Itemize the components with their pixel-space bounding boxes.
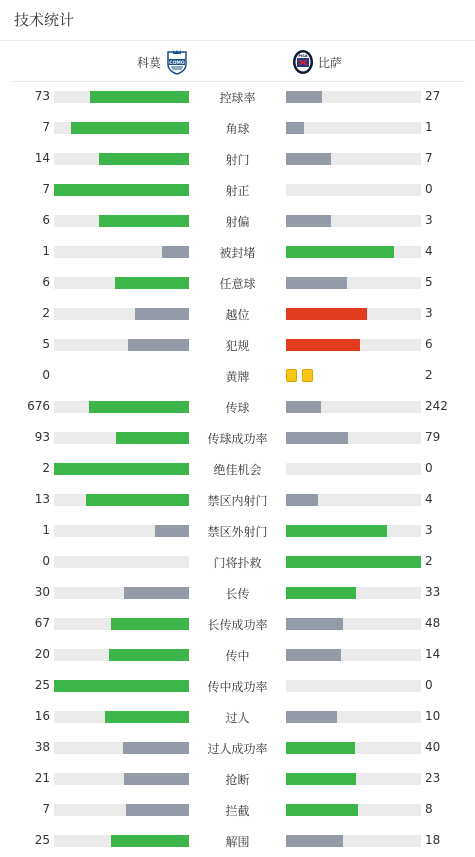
- away-team[interactable]: [292, 49, 342, 75]
- away-yellow-cards: [286, 369, 318, 383]
- home-stat-value: 93: [34, 430, 50, 444]
- stat-row: [0, 825, 475, 856]
- pisa-crest-icon: [292, 49, 314, 75]
- home-stat-value: 1: [42, 523, 50, 537]
- away-stat-bar: [286, 556, 421, 568]
- away-stat-value: 0: [425, 678, 433, 692]
- home-logo-text: COMO: [169, 60, 185, 66]
- stat-row: [0, 453, 475, 484]
- stat-row: [0, 670, 475, 701]
- stat-row: [0, 732, 475, 763]
- away-bar-fill: [286, 773, 356, 785]
- home-bar-fill: [135, 308, 189, 320]
- away-stat-value: 3: [425, 306, 433, 320]
- away-stat-value: 18: [425, 833, 441, 847]
- home-stat-value: 73: [34, 89, 50, 103]
- stat-label: 长传成功率: [207, 618, 268, 632]
- home-stat-value: 7: [42, 120, 50, 134]
- home-stat-bar: [54, 91, 189, 103]
- home-stat-bar: [54, 587, 189, 599]
- home-stat-bar: [54, 153, 189, 165]
- stat-row: [0, 794, 475, 825]
- stat-label: 射正: [225, 184, 250, 198]
- stat-label: 射门: [225, 153, 250, 167]
- home-bar-fill: [71, 122, 189, 134]
- home-stat-value: 67: [34, 616, 50, 630]
- away-stat-bar: [286, 277, 421, 289]
- stat-row: [0, 236, 475, 267]
- away-stat-bar: [286, 587, 421, 599]
- home-stat-bar: [54, 215, 189, 227]
- home-stat-bar: [54, 773, 189, 785]
- away-stat-value: 10: [425, 709, 441, 723]
- home-bar-fill: [126, 804, 189, 816]
- away-stat-value: 4: [425, 492, 433, 506]
- away-bar-fill: [286, 587, 356, 599]
- home-team-name: 科莫: [136, 55, 161, 70]
- home-stat-value: 1: [42, 244, 50, 258]
- away-bar-fill: [286, 742, 355, 754]
- away-stat-bar: [286, 122, 421, 134]
- home-stat-value: 676: [27, 399, 50, 413]
- away-stat-value: 1: [425, 120, 433, 134]
- home-stat-value: 13: [34, 492, 50, 506]
- away-stat-value: 3: [425, 523, 433, 537]
- home-bar-fill: [155, 525, 189, 537]
- home-stat-bar: [54, 680, 189, 692]
- away-stat-value: 48: [425, 616, 441, 630]
- stat-label: 绝佳机会: [213, 463, 262, 477]
- stat-row: [0, 546, 475, 577]
- home-stat-bar: [54, 649, 189, 661]
- home-bar-fill: [90, 91, 189, 103]
- stat-label: 越位: [225, 308, 250, 322]
- away-stat-value: 0: [425, 182, 433, 196]
- stat-row: [0, 639, 475, 670]
- stat-label: 抢断: [225, 773, 250, 787]
- stat-label: 传球成功率: [207, 432, 268, 446]
- home-stat-value: 20: [34, 647, 50, 661]
- home-stat-value: 6: [42, 213, 50, 227]
- stat-row: [0, 360, 475, 391]
- away-logo-text: PISA: [298, 53, 308, 58]
- away-stat-bar: [286, 835, 421, 847]
- away-stat-value: 5: [425, 275, 433, 289]
- home-stat-bar: [54, 742, 189, 754]
- away-bar-fill: [286, 91, 322, 103]
- away-stat-bar: [286, 680, 421, 692]
- home-stat-bar: [54, 277, 189, 289]
- away-bar-fill: [286, 556, 421, 568]
- home-stat-bar: [54, 556, 189, 568]
- away-bar-fill: [286, 246, 394, 258]
- away-stat-value: 7: [425, 151, 433, 165]
- stat-row: [0, 701, 475, 732]
- home-bar-fill: [89, 401, 189, 413]
- stat-row: [0, 608, 475, 639]
- stat-label: 拦截: [225, 804, 250, 818]
- away-bar-fill: [286, 308, 367, 320]
- home-bar-fill: [162, 246, 189, 258]
- stat-row: [0, 391, 475, 422]
- away-stat-value: 14: [425, 647, 441, 661]
- away-stat-value: 23: [425, 771, 441, 785]
- away-stat-bar: [286, 494, 421, 506]
- stat-row: [0, 298, 475, 329]
- stat-row: [0, 763, 475, 794]
- home-stat-value: 38: [34, 740, 50, 754]
- stat-row: [0, 174, 475, 205]
- away-stat-value: 0: [425, 461, 433, 475]
- away-bar-fill: [286, 494, 318, 506]
- stat-row: [0, 205, 475, 236]
- home-bar-fill: [86, 494, 189, 506]
- stat-row: [0, 515, 475, 546]
- home-team[interactable]: [137, 49, 189, 75]
- home-bar-fill: [123, 742, 189, 754]
- away-stat-value: 27: [425, 89, 441, 103]
- home-stat-bar: [54, 711, 189, 723]
- away-bar-fill: [286, 432, 348, 444]
- stat-label: 角球: [225, 122, 250, 136]
- stat-label: 过人: [225, 711, 250, 725]
- away-bar-fill: [286, 339, 360, 351]
- home-stat-value: 14: [34, 151, 50, 165]
- home-stat-value: 30: [34, 585, 50, 599]
- away-stat-value: 2: [425, 368, 433, 382]
- home-stat-value: 0: [42, 368, 50, 382]
- away-stat-bar: [286, 401, 421, 413]
- stat-row: [0, 143, 475, 174]
- away-stat-bar: [286, 339, 421, 351]
- home-bar-fill: [116, 432, 189, 444]
- home-bar-fill: [124, 587, 189, 599]
- home-stat-value: 21: [34, 771, 50, 785]
- away-bar-fill: [286, 835, 343, 847]
- stat-label: 犯规: [225, 339, 250, 353]
- away-stat-bar: [286, 804, 421, 816]
- away-bar-fill: [286, 215, 331, 227]
- stat-label: 任意球: [219, 277, 256, 291]
- stat-label: 门将扑救: [213, 556, 262, 570]
- stat-row: [0, 112, 475, 143]
- home-stat-value: 25: [34, 678, 50, 692]
- home-stat-bar: [54, 618, 189, 630]
- home-stat-bar: [54, 401, 189, 413]
- home-stat-value: 5: [42, 337, 50, 351]
- stat-label: 过人成功率: [207, 742, 268, 756]
- stat-row: [0, 422, 475, 453]
- away-bar-fill: [286, 153, 331, 165]
- away-stat-value: 4: [425, 244, 433, 258]
- away-stat-bar: [286, 525, 421, 537]
- stat-row: [0, 484, 475, 515]
- away-stat-bar: [286, 742, 421, 754]
- home-bar-fill: [128, 339, 189, 351]
- yellow-card-icon: [302, 369, 313, 382]
- home-bar-fill: [111, 618, 189, 630]
- home-bar-fill: [54, 184, 189, 196]
- home-stat-value: 2: [42, 461, 50, 475]
- stat-row: [0, 329, 475, 360]
- home-bar-fill: [54, 680, 189, 692]
- away-stat-value: 242: [425, 399, 448, 413]
- home-stat-bar: [54, 432, 189, 444]
- home-bar-fill: [54, 463, 189, 475]
- home-stat-value: 25: [34, 833, 50, 847]
- como-crest-icon: [165, 49, 189, 75]
- home-stat-value: 6: [42, 275, 50, 289]
- stat-label: 射偏: [225, 215, 250, 229]
- away-stat-bar: [286, 184, 421, 196]
- away-stat-bar: [286, 618, 421, 630]
- stat-label: 黄牌: [225, 370, 250, 384]
- stat-label: 禁区内射门: [207, 494, 268, 508]
- stat-label: 传中: [225, 649, 250, 663]
- yellow-card-icon: [286, 369, 297, 382]
- away-stat-bar: [286, 773, 421, 785]
- away-bar-fill: [286, 525, 387, 537]
- stat-label: 被封堵: [219, 246, 256, 260]
- away-bar-fill: [286, 277, 347, 289]
- away-stat-bar: [286, 153, 421, 165]
- home-stat-bar: [54, 494, 189, 506]
- stat-row: [0, 267, 475, 298]
- away-stat-bar: [286, 463, 421, 475]
- home-stat-bar: [54, 463, 189, 475]
- home-stat-value: 7: [42, 182, 50, 196]
- teams-header: [0, 41, 475, 82]
- away-stat-value: 33: [425, 585, 441, 599]
- away-stat-value: 2: [425, 554, 433, 568]
- home-bar-fill: [111, 835, 189, 847]
- away-stat-bar: [286, 432, 421, 444]
- away-bar-fill: [286, 804, 358, 816]
- away-stat-bar: [286, 711, 421, 723]
- away-bar-fill: [286, 618, 343, 630]
- home-stat-bar: [54, 525, 189, 537]
- away-bar-fill: [286, 711, 337, 723]
- home-stat-bar: [54, 339, 189, 351]
- home-stat-bar: [54, 804, 189, 816]
- away-bar-fill: [286, 122, 304, 134]
- away-stat-bar: [286, 308, 421, 320]
- away-stat-value: 6: [425, 337, 433, 351]
- home-bar-fill: [99, 153, 189, 165]
- away-team-name: 比萨: [318, 55, 343, 70]
- away-stat-bar: [286, 246, 421, 258]
- away-bar-fill: [286, 401, 321, 413]
- away-stat-value: 79: [425, 430, 441, 444]
- away-stat-value: 40: [425, 740, 441, 754]
- away-stat-bar: [286, 649, 421, 661]
- home-bar-fill: [124, 773, 189, 785]
- away-stat-value: 8: [425, 802, 433, 816]
- stat-label: 控球率: [219, 91, 256, 105]
- stat-label: 禁区外射门: [207, 525, 268, 539]
- away-bar-fill: [286, 649, 341, 661]
- home-bar-fill: [99, 215, 189, 227]
- stat-row: [0, 81, 475, 112]
- home-bar-fill: [115, 277, 189, 289]
- stat-label: 传球: [225, 401, 250, 415]
- home-stat-value: 7: [42, 802, 50, 816]
- home-stat-bar: [54, 122, 189, 134]
- home-stat-bar: [54, 835, 189, 847]
- home-stat-bar: [54, 184, 189, 196]
- away-stat-bar: [286, 215, 421, 227]
- stat-label: 传中成功率: [207, 680, 268, 694]
- away-stat-bar: [286, 91, 421, 103]
- home-bar-fill: [105, 711, 189, 723]
- home-stat-value: 2: [42, 306, 50, 320]
- home-stat-bar: [54, 246, 189, 258]
- stat-label: 解围: [225, 835, 250, 849]
- home-bar-fill: [109, 649, 189, 661]
- home-stat-bar: [54, 308, 189, 320]
- away-stat-value: 3: [425, 213, 433, 227]
- home-stat-value: 0: [42, 554, 50, 568]
- page-title: 技术统计: [14, 11, 75, 29]
- stat-row: [0, 577, 475, 608]
- home-stat-value: 16: [34, 709, 50, 723]
- stat-label: 长传: [225, 587, 250, 601]
